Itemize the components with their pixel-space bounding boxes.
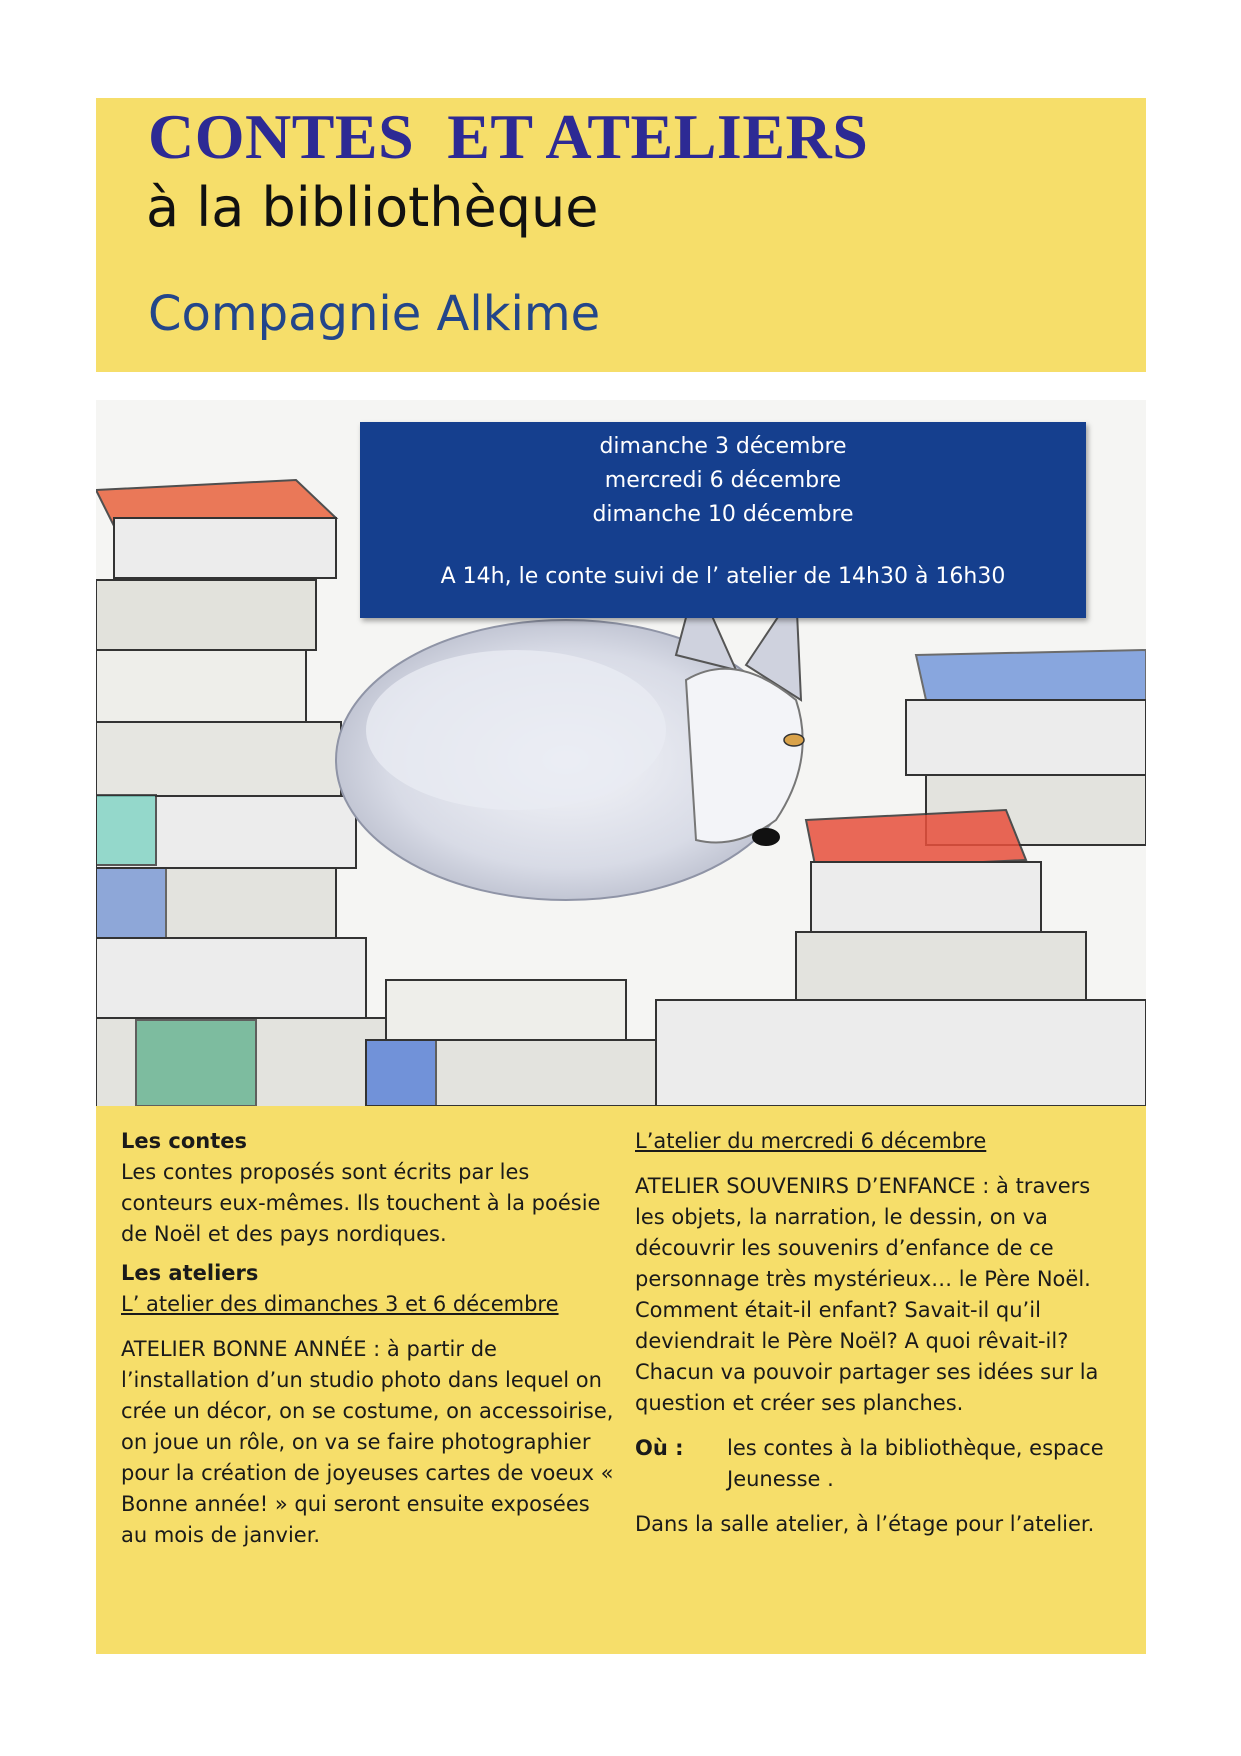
dates-box bbox=[360, 422, 1086, 618]
atelier-mercredi-heading: L’atelier du mercredi 6 décembre bbox=[635, 1129, 987, 1153]
contes-heading: Les contes bbox=[121, 1129, 248, 1153]
location-label: Où : bbox=[635, 1436, 684, 1460]
date-2: mercredi 6 décembre bbox=[604, 468, 842, 493]
date-3: dimanche 10 décembre bbox=[592, 502, 854, 527]
schedule-text: A 14h, le conte suivi de l’ atelier de 14h30 à 16h30 bbox=[440, 564, 1006, 589]
room-text: Dans la salle atelier, à l’étage pour l’atelier. bbox=[635, 1512, 1095, 1536]
location-text: les contes à la bibliothèque, espace Jeunesse . bbox=[727, 1436, 1104, 1491]
company-name: Compagnie Alkime bbox=[148, 286, 601, 342]
atelier-mercredi-text: ATELIER SOUVENIRS D’ENFANCE : à travers les objets, la narration, le dessin, on va découvrir les souvenirs d’enfance de ce personnage très mystérieux… le Père Noël. Comment était-il enfant? Savait-il qu’il deviendrait le Père Noël? A quoi rêvait-il? Chacun va pouvoir partager ses idées sur la question et créer ses planches. bbox=[635, 1174, 1099, 1415]
ateliers-subheading: L’ atelier des dimanches 3 et 6 décembre bbox=[121, 1292, 559, 1316]
page-title: CONTES ET ATELIERS bbox=[148, 101, 869, 172]
ateliers-text: ATELIER BONNE ANNÉE : à partir de l’installation d’un studio photo dans lequel on crée un décor, on se costume, on accessoirise, on joue un rôle, on va se faire photographier pour la création de joyeuses cartes de voeux « Bonne année! » qui seront ensuite exposées au mois de janvier. bbox=[121, 1337, 614, 1547]
ateliers-heading: Les ateliers bbox=[121, 1261, 259, 1285]
contes-text: Les contes proposés sont écrits par les conteurs eux-mêmes. Ils touchent à la poésie de Noël et des pays nordiques. bbox=[121, 1160, 601, 1246]
right-column bbox=[635, 1126, 1105, 1540]
fox-icon bbox=[336, 580, 804, 900]
date-1: dimanche 3 décembre bbox=[599, 434, 847, 459]
left-column bbox=[121, 1126, 621, 1551]
page-subtitle: à la bibliothèque bbox=[146, 176, 599, 239]
location-row bbox=[635, 1433, 1105, 1495]
